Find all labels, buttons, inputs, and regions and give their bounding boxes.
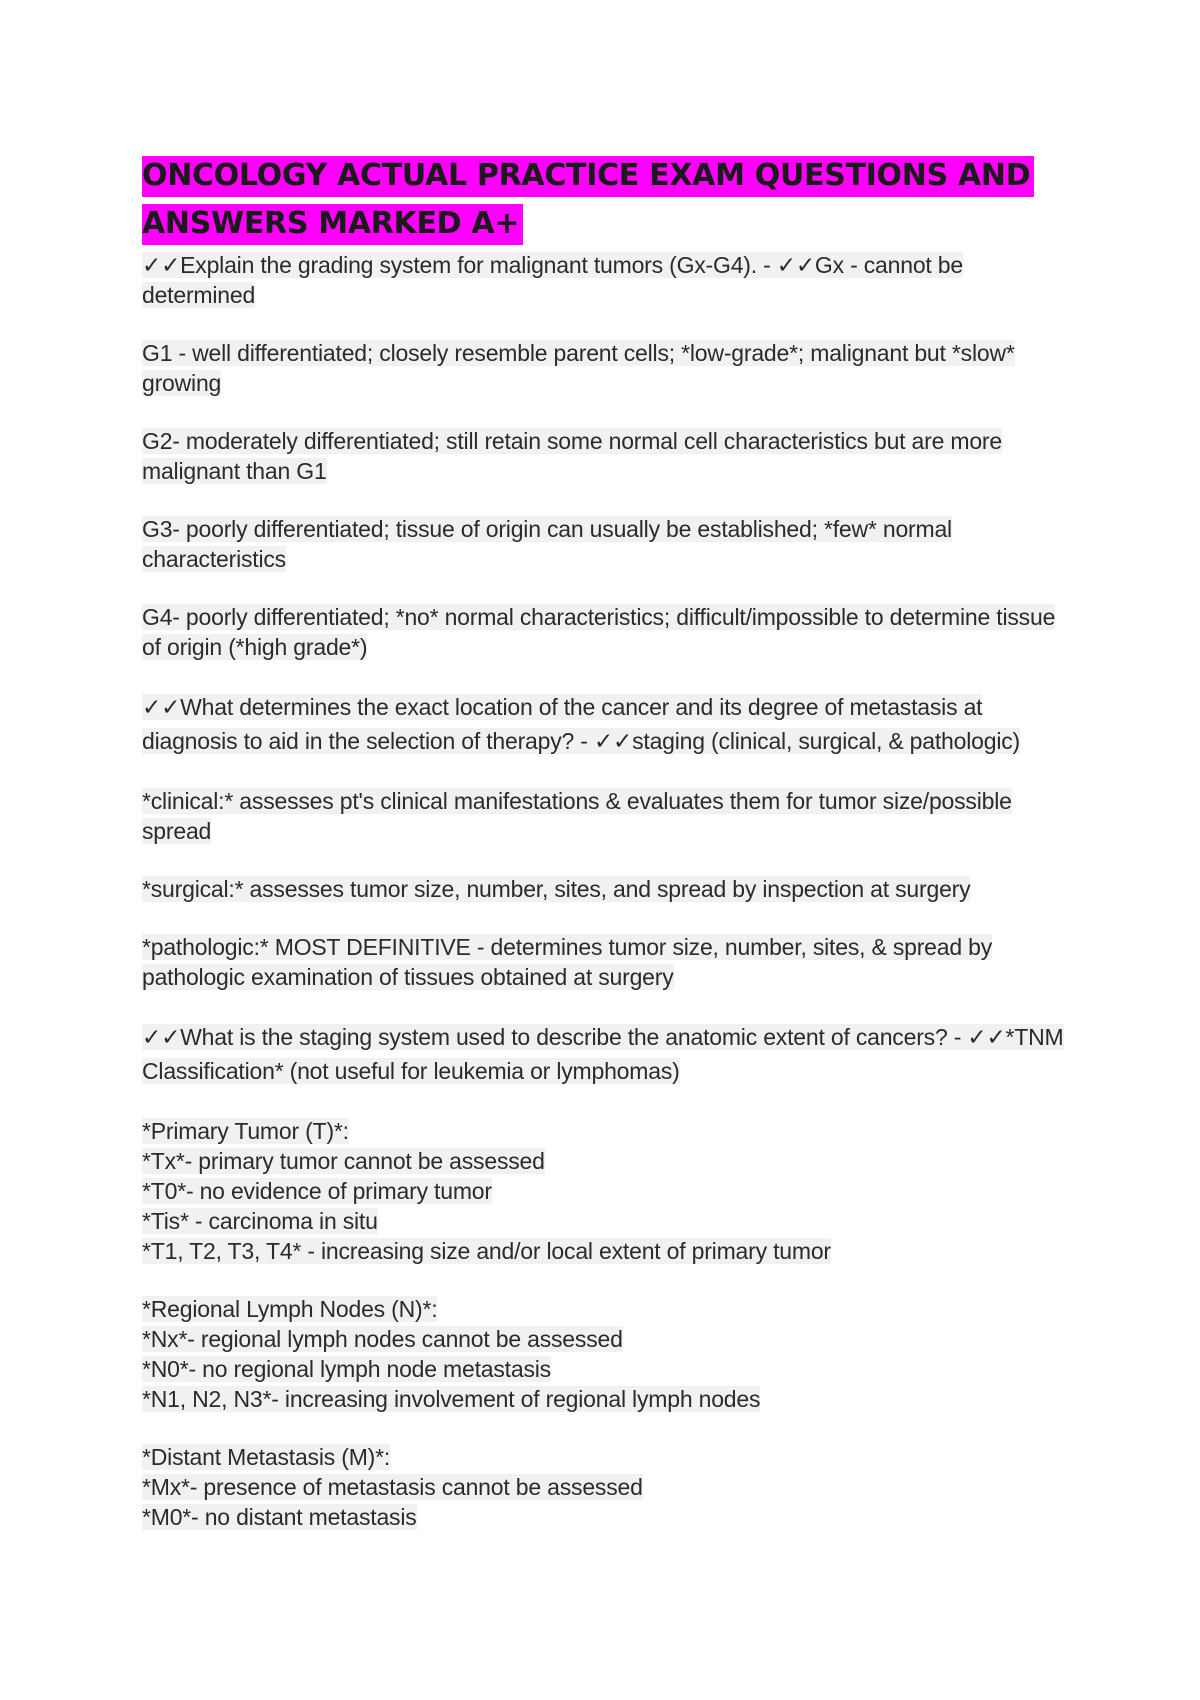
list-item [142,1176,1072,1206]
grade-g1-text: G1 - well differentiated; closely resemble parent cells; *low-grade*; malignant but *slow* growing [142,340,1015,396]
staging-pathologic [142,932,1072,992]
distant-metastasis-list [142,1442,1072,1532]
grade-g1 [142,338,1072,398]
list-item [142,1146,1072,1176]
regional-nodes-heading-text: *Regional Lymph Nodes (N)*: [142,1296,438,1322]
question-3-text: ✓✓What is the staging system used to describe the anatomic extent of cancers? - ✓✓*TNM Classification* (not useful for leukemia or lymphomas) [142,1024,1064,1084]
document-body [142,152,1072,1560]
list-item-text: *M0*- no distant metastasis [142,1504,417,1530]
regional-nodes-heading [142,1294,1072,1324]
list-item-text: *N0*- no regional lymph node metastasis [142,1356,551,1382]
staging-clinical [142,786,1072,846]
question-3 [142,1020,1072,1088]
document-title [142,152,1072,248]
list-item-text: *Mx*- presence of metastasis cannot be assessed [142,1474,643,1500]
question-1 [142,250,1072,310]
primary-tumor-list [142,1116,1072,1266]
list-item-text: *N1, N2, N3*- increasing involvement of regional lymph nodes [142,1386,761,1412]
list-item [142,1384,1072,1414]
title-text: ONCOLOGY ACTUAL PRACTICE EXAM QUESTIONS AND ANSWERS MARKED A+ [142,156,1034,245]
grade-g2-text: G2- moderately differentiated; still retain some normal cell characteristics but are more malignant than G1 [142,428,1002,484]
primary-tumor-heading-text: *Primary Tumor (T)*: [142,1118,349,1144]
list-item-text: *Nx*- regional lymph nodes cannot be assessed [142,1326,623,1352]
list-item [142,1354,1072,1384]
grade-g4 [142,602,1072,662]
staging-surgical-text: *surgical:* assesses tumor size, number, sites, and spread by inspection at surgery [142,876,971,902]
distant-metastasis-heading-text: *Distant Metastasis (M)*: [142,1444,391,1470]
list-item [142,1472,1072,1502]
grade-g4-text: G4- poorly differentiated; *no* normal characteristics; difficult/impossible to determine tissue of origin (*high grade*) [142,604,1056,660]
grade-g3-text: G3- poorly differentiated; tissue of origin can usually be established; *few* normal characteristics [142,516,952,572]
list-item [142,1206,1072,1236]
list-item [142,1236,1072,1266]
question-1-text: ✓✓Explain the grading system for malignant tumors (Gx-G4). - ✓✓Gx - cannot be determined [142,252,963,308]
list-item-text: *T0*- no evidence of primary tumor [142,1178,492,1204]
list-item-text: *Tis* - carcinoma in situ [142,1208,378,1234]
list-item-text: *Tx*- primary tumor cannot be assessed [142,1148,545,1174]
regional-nodes-list [142,1294,1072,1414]
question-2 [142,690,1072,758]
distant-metastasis-heading [142,1442,1072,1472]
list-item [142,1502,1072,1532]
staging-clinical-text: *clinical:* assesses pt's clinical manifestations & evaluates them for tumor size/possible spread [142,788,1012,844]
grade-g2 [142,426,1072,486]
grade-g3 [142,514,1072,574]
list-item [142,1324,1072,1354]
staging-surgical [142,874,1072,904]
staging-pathologic-text: *pathologic:* MOST DEFINITIVE - determines tumor size, number, sites, & spread by pathologic examination of tissues obtained at surgery [142,934,993,990]
primary-tumor-heading [142,1116,1072,1146]
question-2-text: ✓✓What determines the exact location of the cancer and its degree of metastasis at diagnosis to aid in the selection of therapy? - ✓✓staging (clinical, surgical, & pathologic) [142,694,1021,754]
list-item-text: *T1, T2, T3, T4* - increasing size and/or local extent of primary tumor [142,1238,831,1264]
